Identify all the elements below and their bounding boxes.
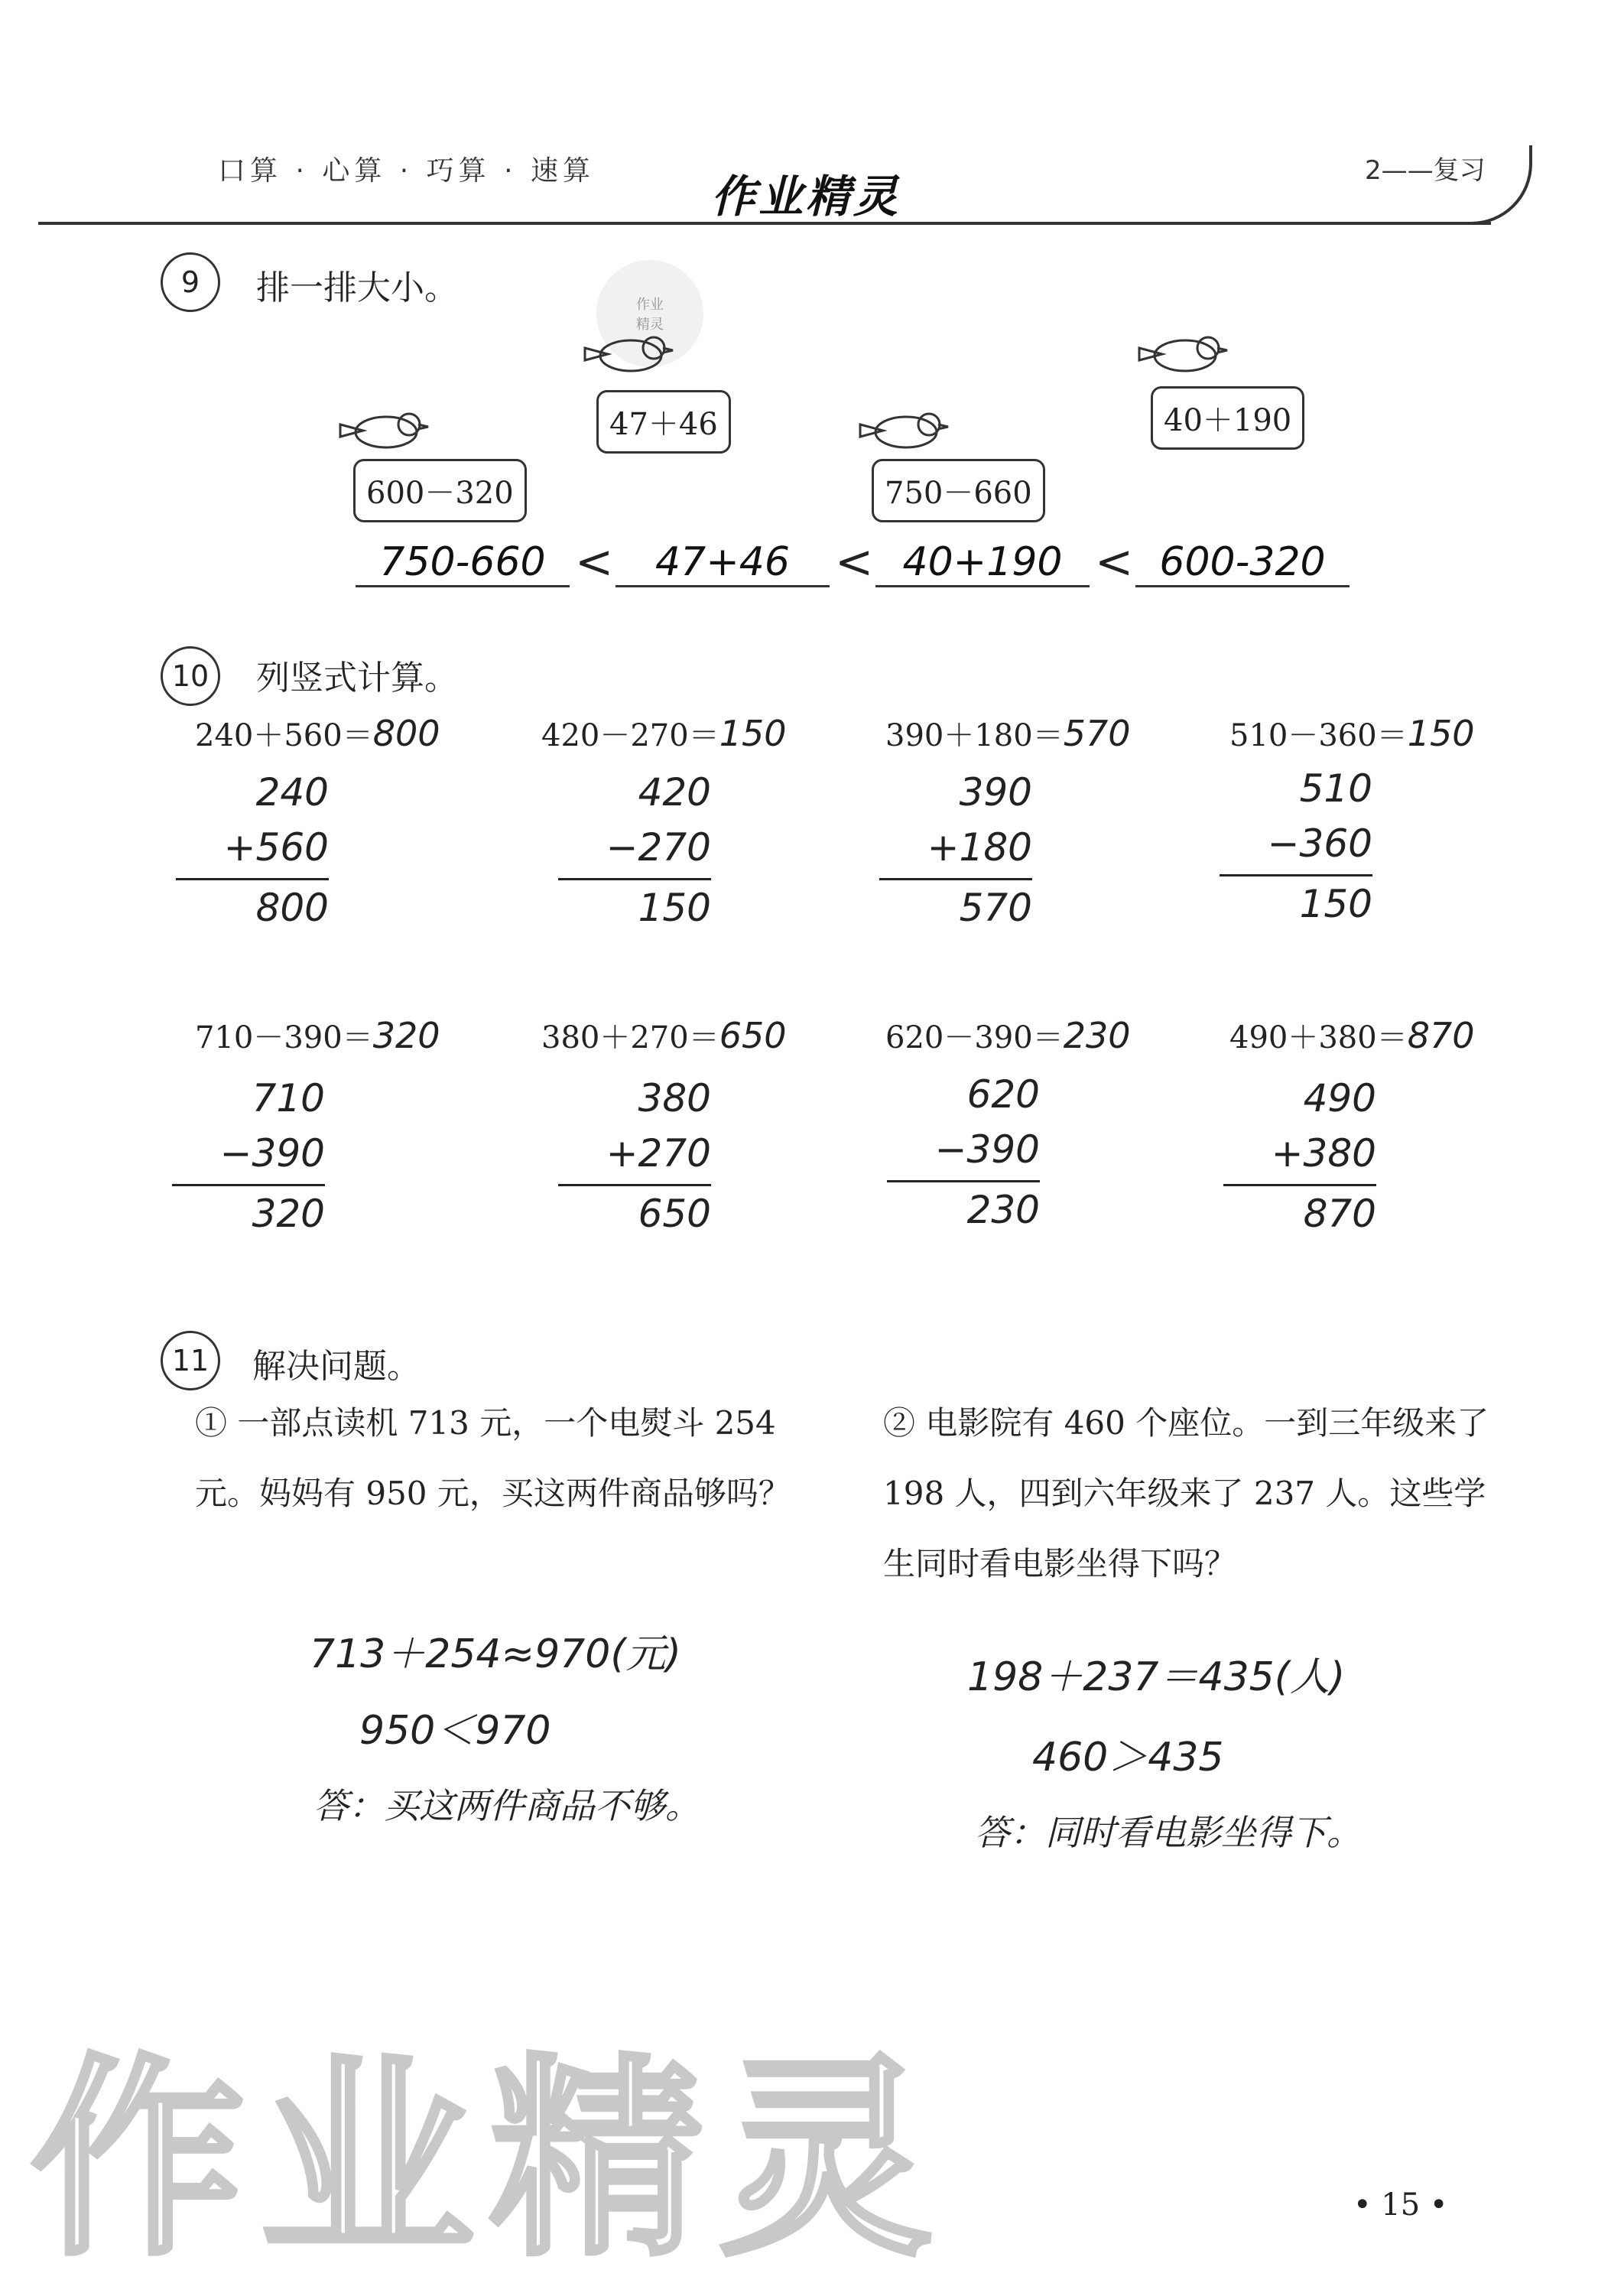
header-chapter: 2——复习 [1365,155,1486,186]
problem-2-work-2: 460＞435 [1032,1735,1224,1781]
vcalc-top: 380 [638,1076,711,1120]
calc-answer: 650 [719,1015,787,1056]
vcalc-result: 150 [1220,874,1372,932]
stamp-text-2: 精灵 [636,317,664,333]
calc-answer: 150 [1407,713,1475,754]
vcalc-result: 570 [879,878,1032,935]
calc-answer: 320 [372,1015,440,1056]
less-than-3: < [1095,535,1134,589]
calc-equation-8 [1229,1013,1475,1057]
header-rule-curve [1430,145,1532,225]
calc-equation-3 [885,711,1131,755]
calc-answer: 230 [1063,1015,1131,1056]
header-brand: 作业精灵 [711,171,901,223]
page-number: • 15 • [1353,2187,1448,2223]
vcalc-top: 620 [966,1072,1040,1117]
vcalc-bottom: +180 [927,825,1032,870]
vcalc-result: 800 [176,878,329,935]
bird-icon [333,402,432,463]
calc-equation-1 [195,711,440,755]
order-answer-1: 750-660 [356,539,570,587]
vcalc-bottom: +380 [1271,1131,1376,1176]
calc-answer: 150 [719,713,787,754]
vertical-calc-6 [558,1071,711,1241]
bird-icon [853,402,952,463]
calc-answer: 570 [1063,713,1131,754]
calc-equation-2 [541,711,787,755]
problem-2-work-1: 198＋237＝435(人) [967,1654,1346,1700]
stamp-text-1: 作业 [636,297,664,313]
vcalc-bottom: −360 [1267,821,1372,866]
section-9-badge: 9 [161,252,220,312]
calc-answer: 800 [372,713,440,754]
calc-expr: 390＋180＝ [885,718,1064,753]
problem-1-work-2: 950＜970 [359,1708,551,1754]
section-9-title: 排一排大小。 [256,268,458,307]
vcalc-bottom: −390 [934,1127,1040,1172]
vertical-calc-7 [887,1067,1040,1237]
bird-icon [577,325,677,386]
calc-expr: 510－360＝ [1229,718,1408,753]
calc-expr: 620－390＝ [885,1020,1064,1055]
problem-1-answer: 答：买这两件商品不够。 [313,1785,700,1826]
compare-box-4: 750－660 [872,459,1045,522]
vcalc-result: 230 [887,1180,1040,1237]
vcalc-top: 490 [1303,1076,1376,1120]
vcalc-result: 650 [558,1184,711,1241]
problem-2-text: ② 电影院有 460 个座位。一到三年级来了 198 人，四到六年级来了 237 人。这些学生同时看电影坐得下吗？ [883,1404,1489,1582]
vcalc-top: 420 [638,770,711,815]
compare-box-1: 47＋46 [596,390,731,454]
order-answer-3: 40+190 [875,539,1090,587]
vcalc-bottom: −390 [219,1131,325,1176]
calc-equation-4 [1229,711,1475,755]
vcalc-top: 390 [959,770,1032,815]
calc-equation-7 [885,1013,1131,1057]
compare-box-2: 40＋190 [1151,386,1304,450]
calc-equation-5 [195,1013,440,1057]
vcalc-bottom: −270 [606,825,711,870]
calc-answer: 870 [1407,1015,1475,1056]
vertical-calc-8 [1223,1071,1376,1241]
header-subtitle: 口算 · 心算 · 巧算 · 速算 [218,155,595,187]
vertical-calc-3 [879,765,1032,935]
calc-expr: 380＋270＝ [541,1020,719,1055]
vcalc-top: 240 [255,770,329,815]
section-11-badge: 11 [161,1331,220,1390]
header-rule [38,222,1491,225]
section-10-badge: 10 [161,646,220,706]
vcalc-result: 150 [558,878,711,935]
calc-expr: 240＋560＝ [195,718,373,753]
vcalc-top: 510 [1299,766,1372,811]
problem-2-answer: 答：同时看电影坐得下。 [975,1812,1362,1853]
vcalc-bottom: +560 [223,825,329,870]
calc-expr: 490＋380＝ [1229,1020,1408,1055]
section-11-title: 解决问题。 [252,1347,421,1386]
vcalc-bottom: +270 [606,1131,711,1176]
calc-expr: 420－270＝ [541,718,719,753]
vcalc-top: 710 [252,1076,325,1120]
brand-watermark: 作业精灵 [31,2036,948,2285]
order-answer-4: 600-320 [1135,539,1350,587]
problem-1-work-1: 713＋254≈970(元) [310,1631,681,1677]
order-answer-2: 47+46 [615,539,830,587]
section-10-title: 列竖式计算。 [256,659,458,698]
calc-equation-6 [541,1013,787,1057]
calc-expr: 710－390＝ [195,1020,373,1055]
vertical-calc-5 [172,1071,325,1241]
less-than-1: < [575,535,614,589]
vcalc-result: 870 [1223,1184,1376,1241]
bird-icon [1132,325,1231,386]
compare-box-3: 600－320 [353,459,527,522]
vertical-calc-4 [1220,761,1372,932]
vertical-calc-1 [176,765,329,935]
problem-1-text: ① 一部点读机 713 元，一个电熨斗 254 元。妈妈有 950 元，买这两件商品够吗？ [195,1404,791,1512]
less-than-2: < [835,535,874,589]
vcalc-result: 320 [172,1184,325,1241]
vertical-calc-2 [558,765,711,935]
